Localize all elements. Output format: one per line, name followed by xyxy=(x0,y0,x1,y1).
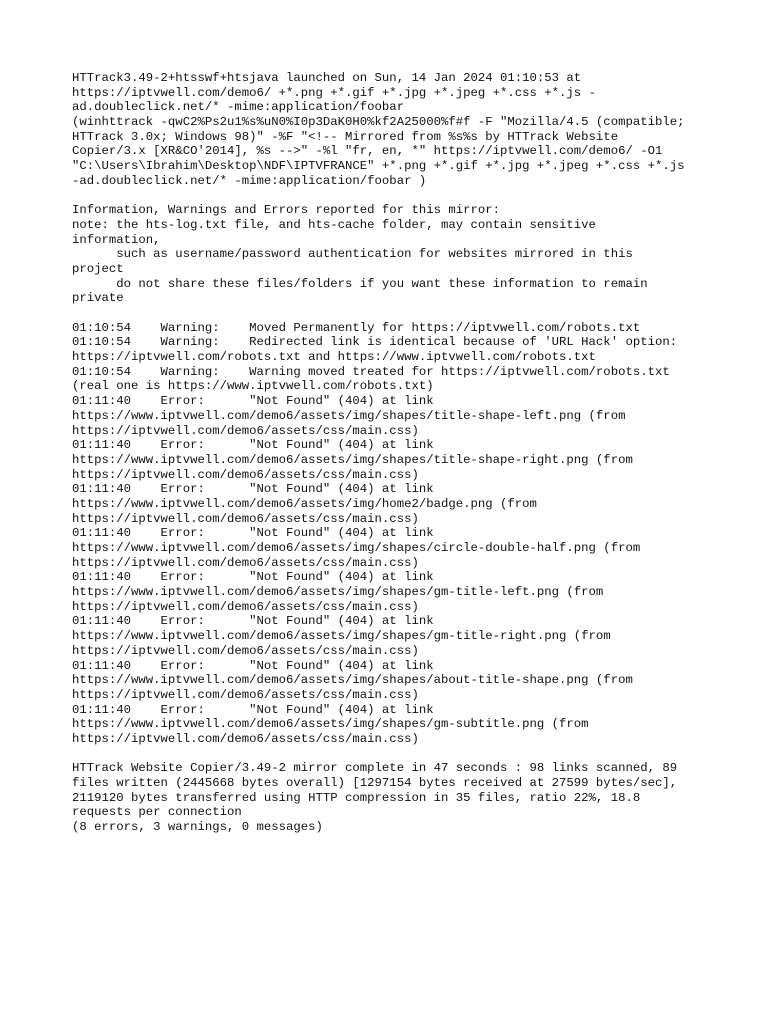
log-line: 01:10:54 Warning: Warning moved treated for https://iptvwell.com/robots.txt xyxy=(72,364,670,379)
spacer xyxy=(72,189,712,204)
log-line: https://iptvwell.com/demo6/assets/css/main.css) xyxy=(72,643,419,658)
log-entries xyxy=(72,321,712,747)
log-line: https://iptvwell.com/robots.txt and https://www.iptvwell.com/robots.txt xyxy=(72,350,596,365)
log-line: 01:10:54 Warning: Redirected link is identical because of 'URL Hack' option: xyxy=(72,335,678,350)
spacer xyxy=(72,306,712,321)
header-line: https://iptvwell.com/demo6/ +*.png +*.gif +*.jpg +*.jpeg +*.css +*.js - xyxy=(72,85,596,100)
log-line: https://www.iptvwell.com/demo6/assets/img/home2/badge.png (from xyxy=(72,496,537,511)
log-line: 01:11:40 Error: "Not Found" (404) at link xyxy=(72,482,434,497)
header-line: "C:\Users\Ibrahim\Desktop\NDF\IPTVFRANCE" +*.png +*.gif +*.jpg +*.jpeg +*.css +*.js xyxy=(72,159,685,174)
info-line: private xyxy=(72,291,124,306)
header-line: HTTrack 3.0x; Windows 98)" -%F "<!-- Mirrored from %s%s by HTTrack Website xyxy=(72,129,619,144)
mirror-summary xyxy=(72,761,712,834)
log-line: 01:11:40 Error: "Not Found" (404) at link xyxy=(72,702,434,717)
log-line: https://www.iptvwell.com/demo6/assets/img/shapes/gm-subtitle.png (from xyxy=(72,717,589,732)
log-line: https://www.iptvwell.com/demo6/assets/img/shapes/title-shape-right.png (from xyxy=(72,452,633,467)
launch-header xyxy=(72,71,712,189)
log-line: https://www.iptvwell.com/demo6/assets/img/shapes/gm-title-right.png (from xyxy=(72,629,611,644)
log-line: https://www.iptvwell.com/demo6/assets/img/shapes/title-shape-left.png (from xyxy=(72,408,626,423)
info-line: Information, Warnings and Errors reported for this mirror: xyxy=(72,203,501,218)
header-line: HTTrack3.49-2+htsswf+htsjava launched on Sun, 14 Jan 2024 01:10:53 at xyxy=(72,71,582,85)
info-line: information, xyxy=(72,232,161,247)
log-line: https://iptvwell.com/demo6/assets/css/main.css) xyxy=(72,599,419,614)
log-line: (real one is https://www.iptvwell.com/robots.txt) xyxy=(72,379,434,394)
log-line: https://iptvwell.com/demo6/assets/css/main.css) xyxy=(72,731,419,746)
info-line: such as username/password authentication for websites mirrored in this xyxy=(72,247,633,262)
log-line: 01:11:40 Error: "Not Found" (404) at link xyxy=(72,570,434,585)
log-line: https://iptvwell.com/demo6/assets/css/main.css) xyxy=(72,423,419,438)
log-line: 01:11:40 Error: "Not Found" (404) at link xyxy=(72,526,434,541)
header-line: Copier/3.x [XR&CO'2014], %s -->" -%l "fr, en, *" https://iptvwell.com/demo6/ -O1 xyxy=(72,144,663,159)
summary-line: files written (2445668 bytes overall) [1297154 bytes received at 27599 bytes/sec], xyxy=(72,776,678,790)
log-line: 01:11:40 Error: "Not Found" (404) at link xyxy=(72,658,434,673)
info-line: project xyxy=(72,261,124,276)
info-line: note: the hts-log.txt file, and hts-cache folder, may contain sensitive xyxy=(72,217,596,232)
spacer xyxy=(72,747,712,762)
summary-line: HTTrack Website Copier/3.49-2 mirror complete in 47 seconds : 98 links scanned, 89 xyxy=(72,761,678,776)
log-line: https://iptvwell.com/demo6/assets/css/main.css) xyxy=(72,687,419,702)
info-line: do not share these files/folders if you want these information to remain xyxy=(72,276,648,291)
log-line: 01:11:40 Error: "Not Found" (404) at link xyxy=(72,614,434,629)
log-line: 01:11:40 Error: "Not Found" (404) at link xyxy=(72,438,434,453)
log-line: https://iptvwell.com/demo6/assets/css/main.css) xyxy=(72,555,419,570)
log-document xyxy=(72,71,712,835)
log-line: https://www.iptvwell.com/demo6/assets/img/shapes/about-title-shape.png (from xyxy=(72,673,633,688)
log-line: https://www.iptvwell.com/demo6/assets/img/shapes/gm-title-left.png (from xyxy=(72,585,604,600)
info-notice xyxy=(72,203,712,306)
header-line: (winhttrack -qwC2%Ps2u1%s%uN0%I0p3DaK0H0%kf2A25000%f#f -F "Mozilla/4.5 (compatible; xyxy=(72,115,685,130)
log-line: https://iptvwell.com/demo6/assets/css/main.css) xyxy=(72,511,419,526)
log-line: https://iptvwell.com/demo6/assets/css/main.css) xyxy=(72,467,419,482)
summary-line: requests per connection xyxy=(72,805,242,820)
log-line: https://www.iptvwell.com/demo6/assets/img/shapes/circle-double-half.png (from xyxy=(72,541,641,555)
log-line: 01:10:54 Warning: Moved Permanently for https://iptvwell.com/robots.txt xyxy=(72,320,641,335)
header-line: -ad.doubleclick.net/* -mime:application/foobar ) xyxy=(72,173,427,188)
summary-line: (8 errors, 3 warnings, 0 messages) xyxy=(72,820,323,835)
header-line: ad.doubleclick.net/* -mime:application/foobar xyxy=(72,100,405,115)
summary-line: 2119120 bytes transferred using HTTP compression in 35 files, ratio 22%, 18.8 xyxy=(72,790,641,805)
log-line: 01:11:40 Error: "Not Found" (404) at link xyxy=(72,394,434,409)
